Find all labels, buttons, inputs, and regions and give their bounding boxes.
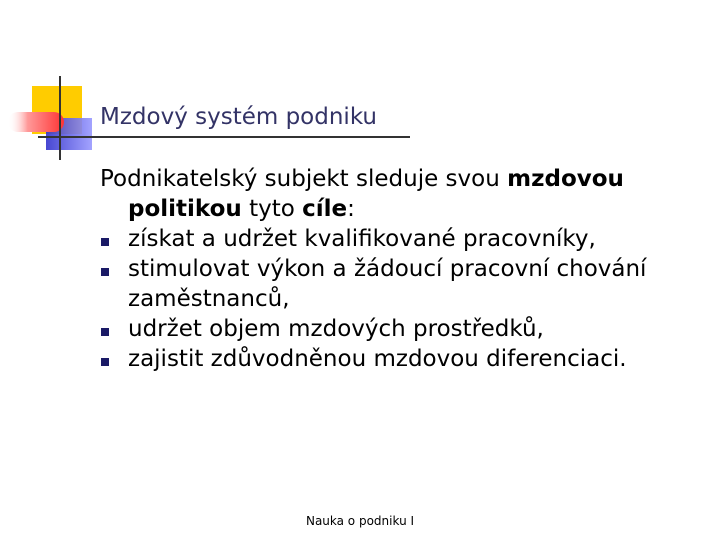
title-underline [38,136,410,138]
intro-paragraph [100,164,700,224]
square-bullet-icon [101,238,109,246]
list-item [100,344,700,374]
list-item [100,224,700,254]
intro-text-3: : [347,196,355,222]
list-item-text: získat a udržet kvalifikované pracovníky, [128,226,596,252]
square-bullet-icon [101,328,109,336]
intro-line-2 [100,194,700,224]
slide-body [100,164,700,374]
list-item-text: stimulovat výkon a žádoucí pracovní chování zaměstnanců, [128,256,647,312]
intro-text-1: Podnikatelský subjekt sleduje svou [100,166,508,192]
list-item [100,254,700,314]
deco-red-bar [8,112,64,132]
list-item [100,314,700,344]
intro-bold-politikou: politikou [128,196,242,222]
list-item-text: udržet objem mzdových prostředků, [128,316,544,342]
goals-list [100,224,700,374]
corner-decoration-graphic [0,0,110,170]
intro-bold-cile: cíle [302,196,348,222]
square-bullet-icon [101,268,109,276]
square-bullet-icon [101,358,109,366]
slide-footer: Nauka o podniku I [305,514,415,528]
list-item-text: zajistit zdůvodněnou mzdovou diferenciaci. [128,346,627,372]
intro-text-2: tyto [241,196,303,222]
intro-bold-mzdovou: mzdovou [507,166,624,192]
slide-title: Mzdový systém podniku [100,104,378,130]
